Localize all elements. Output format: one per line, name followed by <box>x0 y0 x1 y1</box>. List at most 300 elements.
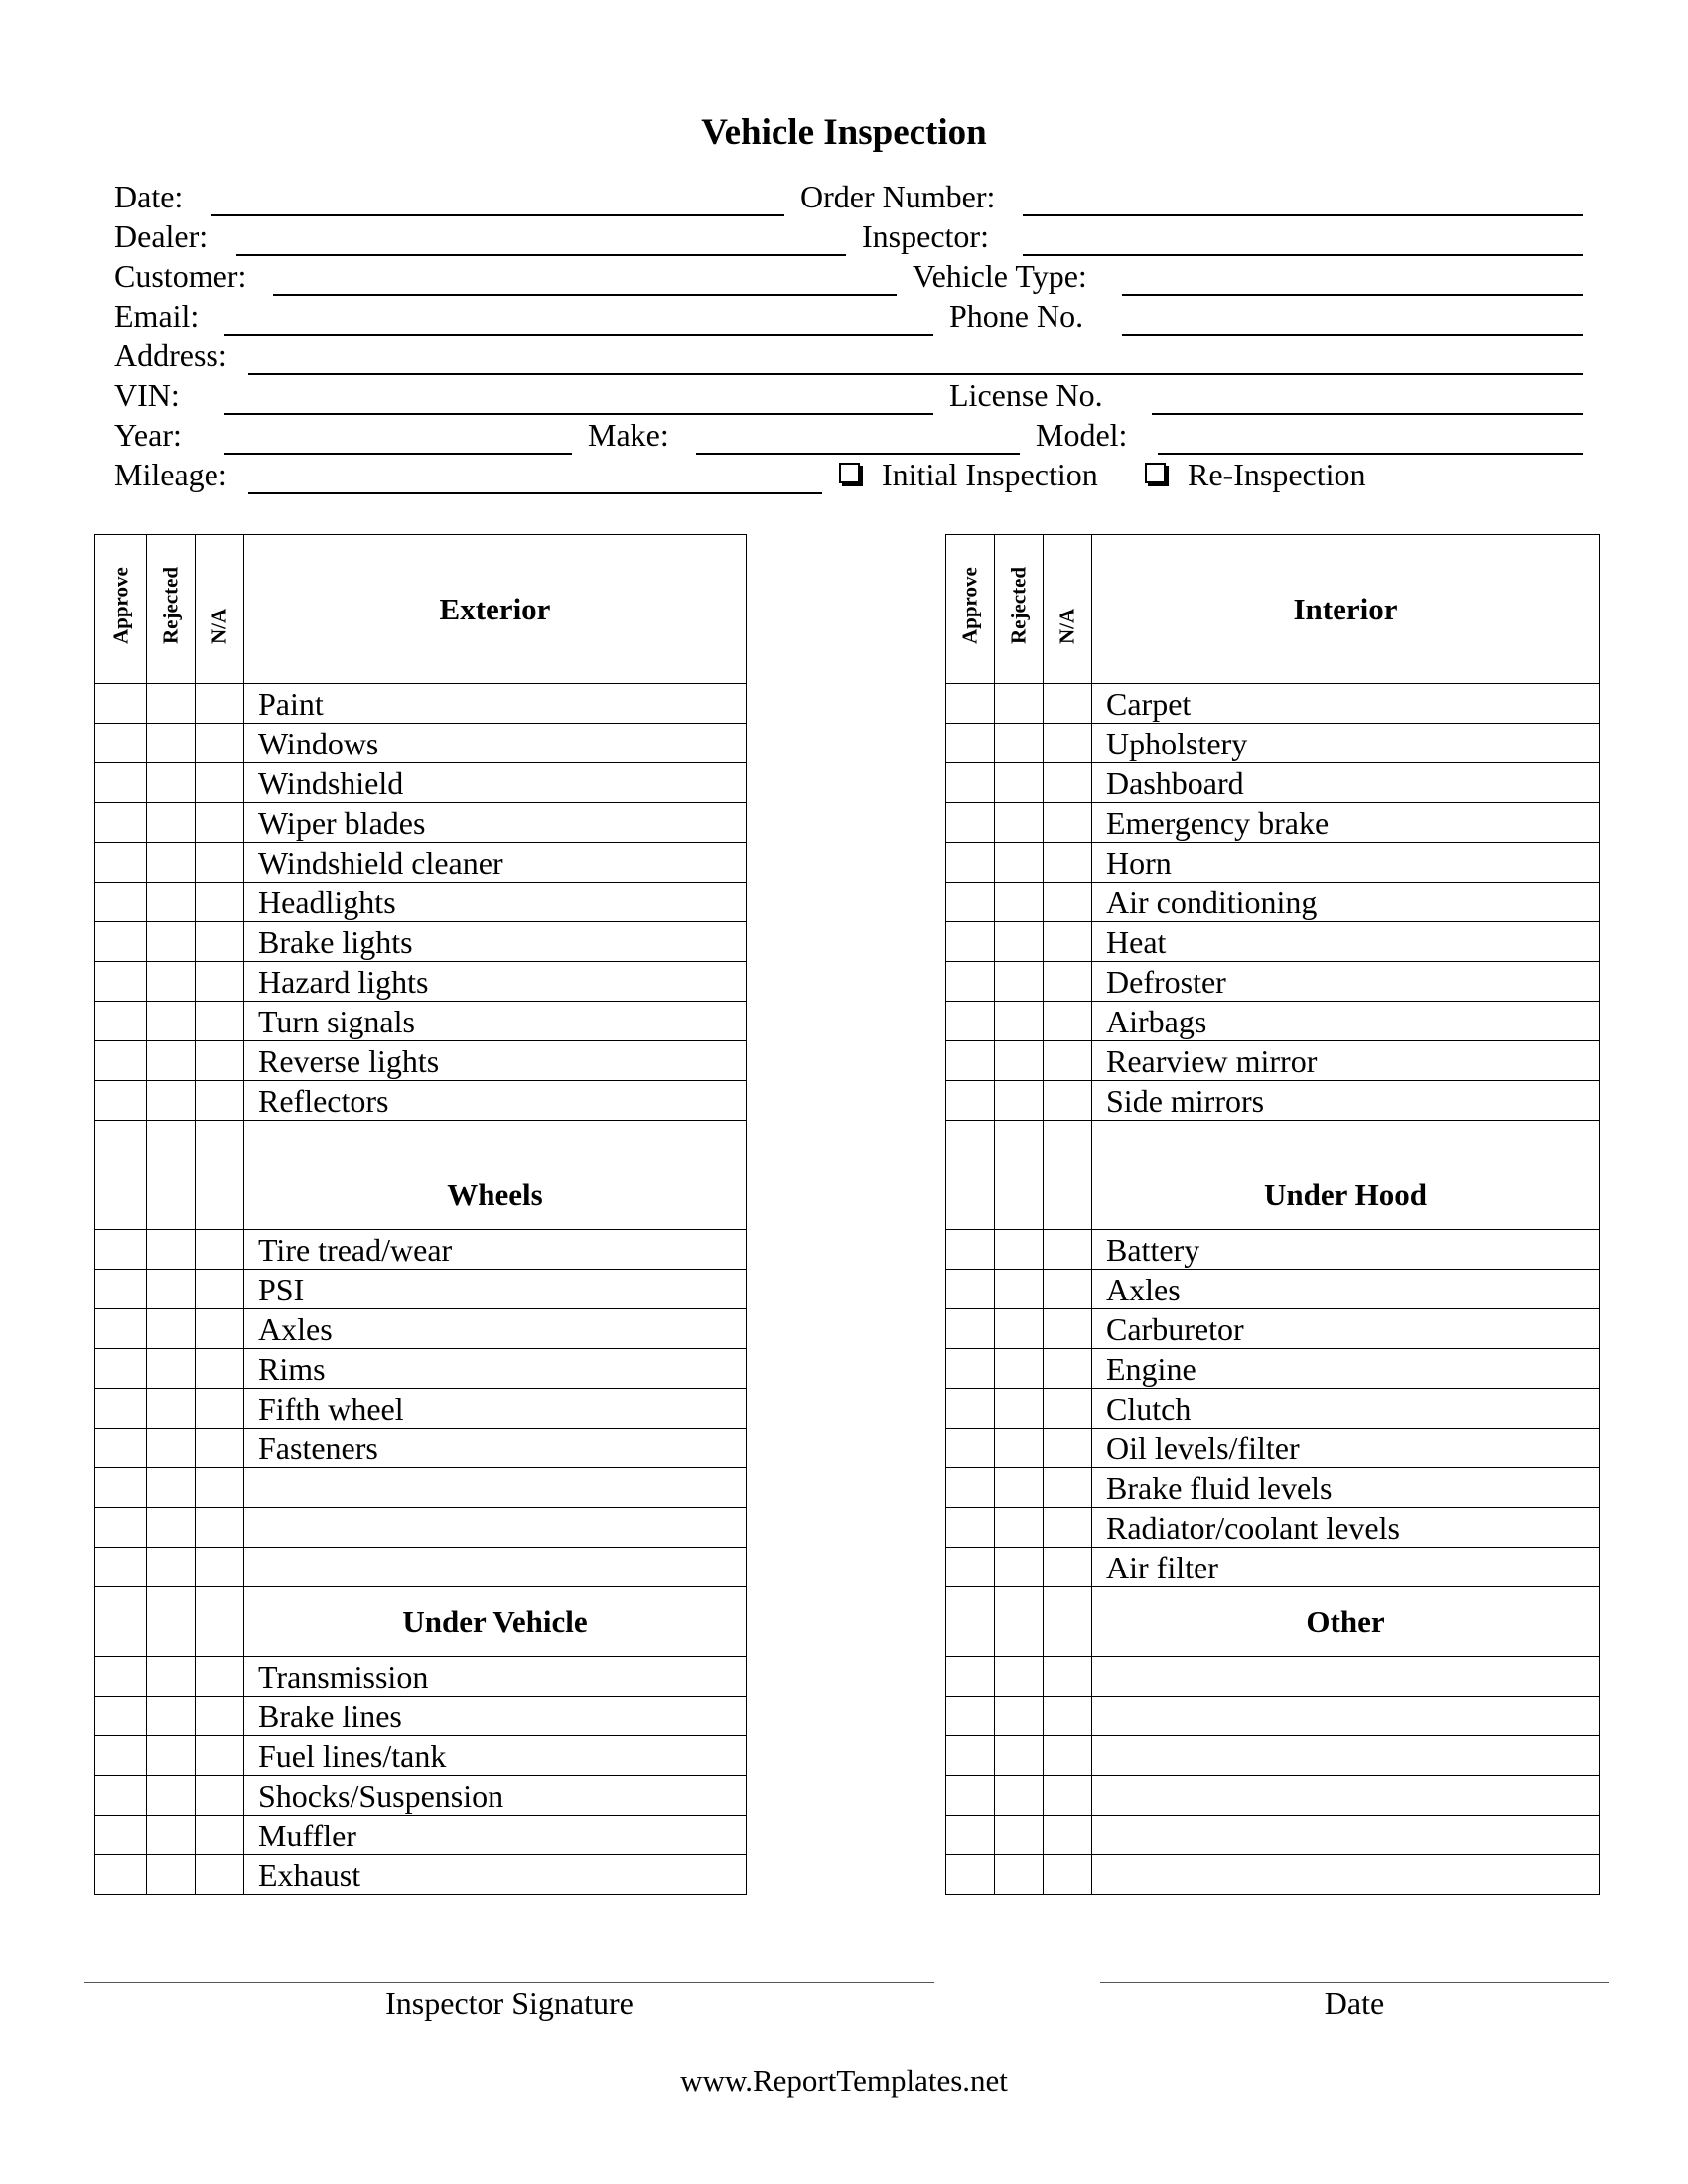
table-row <box>946 1349 1600 1389</box>
na-checkbox-cell[interactable] <box>1044 1736 1092 1776</box>
rejected-checkbox-cell[interactable] <box>995 1349 1044 1389</box>
na-checkbox-cell[interactable] <box>196 883 244 922</box>
item-label[interactable] <box>244 1121 747 1160</box>
approve-checkbox-cell[interactable] <box>946 1389 995 1429</box>
item-label: Reverse lights <box>244 1041 747 1081</box>
rejected-checkbox-cell[interactable] <box>995 1081 1044 1121</box>
approve-checkbox-cell[interactable] <box>95 1309 147 1349</box>
rejected-checkbox-cell[interactable] <box>147 803 196 843</box>
rejected-checkbox-cell[interactable] <box>995 1587 1044 1657</box>
na-checkbox-cell[interactable] <box>1044 1121 1092 1160</box>
table-row <box>946 1508 1600 1548</box>
approve-checkbox-cell[interactable] <box>946 1855 995 1895</box>
section-row <box>946 1160 1600 1230</box>
rejected-checkbox-cell[interactable] <box>995 1548 1044 1587</box>
signature-date-field[interactable] <box>1100 1982 1609 1983</box>
rejected-checkbox-cell[interactable] <box>995 803 1044 843</box>
approve-checkbox-cell[interactable] <box>95 1816 147 1855</box>
item-label: Brake fluid levels <box>1092 1468 1600 1508</box>
rejected-checkbox-cell[interactable] <box>147 1002 196 1041</box>
na-checkbox-cell[interactable] <box>196 1736 244 1776</box>
item-label: Windows <box>244 724 747 763</box>
email-label: Email: <box>114 298 200 334</box>
approve-checkbox-cell[interactable] <box>946 1468 995 1508</box>
initial-inspection-label: Initial Inspection <box>882 457 1098 492</box>
na-checkbox-cell[interactable] <box>196 843 244 883</box>
na-checkbox-cell[interactable] <box>1044 1855 1092 1895</box>
item-label[interactable] <box>1092 1855 1600 1895</box>
approve-checkbox-cell[interactable] <box>946 1508 995 1548</box>
na-checkbox-cell[interactable] <box>1044 1429 1092 1468</box>
item-label[interactable] <box>1092 1816 1600 1855</box>
rejected-checkbox-cell[interactable] <box>995 1230 1044 1270</box>
approve-checkbox-cell[interactable] <box>95 1508 147 1548</box>
item-label: Carpet <box>1092 684 1600 724</box>
rejected-checkbox-cell[interactable] <box>147 1309 196 1349</box>
table-row <box>946 803 1600 843</box>
license-field[interactable] <box>1152 413 1583 415</box>
rejected-checkbox-cell[interactable] <box>147 1389 196 1429</box>
rejected-checkbox-cell[interactable] <box>147 1041 196 1081</box>
customer-label: Customer: <box>114 258 247 294</box>
approve-checkbox-cell[interactable] <box>95 684 147 724</box>
table-row <box>95 1309 747 1349</box>
na-checkbox-cell[interactable] <box>1044 1468 1092 1508</box>
approve-checkbox-cell[interactable] <box>95 1002 147 1041</box>
approve-checkbox-cell[interactable] <box>95 1548 147 1587</box>
item-label: Emergency brake <box>1092 803 1600 843</box>
na-checkbox-cell[interactable] <box>196 724 244 763</box>
na-checkbox-cell[interactable] <box>196 1816 244 1855</box>
na-checkbox-cell[interactable] <box>1044 1081 1092 1121</box>
item-label: Defroster <box>1092 962 1600 1002</box>
table-row <box>95 1041 747 1081</box>
inspector-field[interactable] <box>1023 254 1583 256</box>
table-row <box>946 922 1600 962</box>
table-row <box>95 1389 747 1429</box>
table-row <box>946 1270 1600 1309</box>
table-row <box>95 1855 747 1895</box>
vin-field[interactable] <box>224 413 933 415</box>
table-row <box>946 724 1600 763</box>
na-checkbox-cell[interactable] <box>1044 1776 1092 1816</box>
footer-website: www.ReportTemplates.net <box>680 2063 1008 2098</box>
rejected-checkbox-cell[interactable] <box>147 1160 196 1230</box>
rejected-checkbox-cell[interactable] <box>147 1349 196 1389</box>
na-checkbox-cell[interactable] <box>196 1548 244 1587</box>
na-checkbox-cell[interactable] <box>196 1389 244 1429</box>
na-checkbox-cell[interactable] <box>1044 843 1092 883</box>
approve-checkbox-cell[interactable] <box>946 1429 995 1468</box>
item-label: PSI <box>244 1270 747 1309</box>
approve-checkbox-cell[interactable] <box>95 1855 147 1895</box>
rejected-checkbox-cell[interactable] <box>147 1736 196 1776</box>
item-label: Engine <box>1092 1349 1600 1389</box>
na-checkbox-cell[interactable] <box>1044 803 1092 843</box>
item-label: Axles <box>1092 1270 1600 1309</box>
rejected-checkbox-cell[interactable] <box>995 1816 1044 1855</box>
date-field[interactable] <box>211 214 784 216</box>
table-row <box>95 1429 747 1468</box>
item-label[interactable] <box>244 1468 747 1508</box>
signature-date-label: Date <box>1324 1985 1385 2021</box>
na-checkbox-cell[interactable] <box>1044 1160 1092 1230</box>
approve-checkbox-cell[interactable] <box>95 1389 147 1429</box>
column-header-rejected <box>995 535 1044 684</box>
rejected-checkbox-cell[interactable] <box>147 922 196 962</box>
approve-checkbox-cell[interactable] <box>946 1736 995 1776</box>
na-checkbox-cell[interactable] <box>1044 1270 1092 1309</box>
rejected-checkbox-cell[interactable] <box>995 922 1044 962</box>
na-checkbox-cell[interactable] <box>196 1121 244 1160</box>
approve-checkbox-cell[interactable] <box>946 1081 995 1121</box>
approve-checkbox-cell[interactable] <box>95 1736 147 1776</box>
rejected-checkbox-cell[interactable] <box>995 1468 1044 1508</box>
na-checkbox-cell[interactable] <box>196 1309 244 1349</box>
approve-checkbox-cell[interactable] <box>946 803 995 843</box>
table-row <box>946 1230 1600 1270</box>
table-row <box>946 1041 1600 1081</box>
na-checkbox-cell[interactable] <box>1044 1349 1092 1389</box>
table-row <box>946 1816 1600 1855</box>
approve-checkbox-cell[interactable] <box>946 922 995 962</box>
approve-checkbox-cell[interactable] <box>946 684 995 724</box>
approve-checkbox-cell[interactable] <box>946 1816 995 1855</box>
na-checkbox-cell[interactable] <box>196 1041 244 1081</box>
initial-inspection-checkbox[interactable] <box>839 463 860 483</box>
approve-checkbox-cell[interactable] <box>946 724 995 763</box>
year-field[interactable] <box>224 453 572 455</box>
table-row <box>946 1736 1600 1776</box>
table-row <box>95 684 747 724</box>
item-label[interactable] <box>244 1548 747 1587</box>
rejected-checkbox-cell[interactable] <box>995 1389 1044 1429</box>
approve-checkbox-cell[interactable] <box>946 763 995 803</box>
item-label: Brake lines <box>244 1697 747 1736</box>
table-row <box>95 803 747 843</box>
table-row <box>946 1468 1600 1508</box>
approve-checkbox-cell[interactable] <box>95 843 147 883</box>
approve-checkbox-cell[interactable] <box>946 1349 995 1389</box>
inspector-signature-label: Inspector Signature <box>385 1985 633 2021</box>
item-label: Fuel lines/tank <box>244 1736 747 1776</box>
mileage-field[interactable] <box>248 492 822 494</box>
approve-checkbox-cell[interactable] <box>95 1230 147 1270</box>
approve-checkbox-cell[interactable] <box>946 843 995 883</box>
table-row <box>946 1121 1600 1160</box>
item-label: Axles <box>244 1309 747 1349</box>
item-label: Heat <box>1092 922 1600 962</box>
item-label: Carburetor <box>1092 1309 1600 1349</box>
column-header-na-label: N/A <box>1055 608 1079 644</box>
rejected-checkbox-cell[interactable] <box>147 1081 196 1121</box>
column-header-rejected-label: Rejected <box>1006 566 1031 644</box>
approve-checkbox-cell[interactable] <box>95 1041 147 1081</box>
inspector-signature-field[interactable] <box>84 1982 934 1983</box>
na-checkbox-cell[interactable] <box>1044 1657 1092 1697</box>
item-label: Dashboard <box>1092 763 1600 803</box>
approve-checkbox-cell[interactable] <box>95 1081 147 1121</box>
item-label: Paint <box>244 684 747 724</box>
rejected-checkbox-cell[interactable] <box>147 1508 196 1548</box>
approve-checkbox-cell[interactable] <box>95 883 147 922</box>
rejected-checkbox-cell[interactable] <box>995 1270 1044 1309</box>
section-title: Exterior <box>244 535 747 684</box>
item-label[interactable] <box>1092 1736 1600 1776</box>
reinspection-option[interactable] <box>1145 455 1366 494</box>
na-checkbox-cell[interactable] <box>196 1855 244 1895</box>
item-label: Exhaust <box>244 1855 747 1895</box>
na-checkbox-cell[interactable] <box>196 1508 244 1548</box>
table-row <box>95 962 747 1002</box>
item-label: Headlights <box>244 883 747 922</box>
na-checkbox-cell[interactable] <box>1044 724 1092 763</box>
na-checkbox-cell[interactable] <box>196 1697 244 1736</box>
rejected-checkbox-cell[interactable] <box>147 843 196 883</box>
item-label: Side mirrors <box>1092 1081 1600 1121</box>
rejected-checkbox-cell[interactable] <box>995 1002 1044 1041</box>
approve-checkbox-cell[interactable] <box>946 1041 995 1081</box>
na-checkbox-cell[interactable] <box>196 1160 244 1230</box>
rejected-checkbox-cell[interactable] <box>995 1697 1044 1736</box>
na-checkbox-cell[interactable] <box>196 1349 244 1389</box>
item-label: Muffler <box>244 1816 747 1855</box>
item-label: Clutch <box>1092 1389 1600 1429</box>
rejected-checkbox-cell[interactable] <box>147 763 196 803</box>
approve-checkbox-cell[interactable] <box>95 922 147 962</box>
table-row <box>95 1270 747 1309</box>
approve-checkbox-cell[interactable] <box>95 1587 147 1657</box>
section-title: Under Vehicle <box>244 1587 747 1657</box>
approve-checkbox-cell[interactable] <box>946 1587 995 1657</box>
rejected-checkbox-cell[interactable] <box>995 1121 1044 1160</box>
table-row <box>95 1230 747 1270</box>
na-checkbox-cell[interactable] <box>1044 1816 1092 1855</box>
rejected-checkbox-cell[interactable] <box>147 1697 196 1736</box>
approve-checkbox-cell[interactable] <box>95 1657 147 1697</box>
na-checkbox-cell[interactable] <box>196 1657 244 1697</box>
approve-checkbox-cell[interactable] <box>946 883 995 922</box>
item-label[interactable] <box>1092 1121 1600 1160</box>
rejected-checkbox-cell[interactable] <box>147 1587 196 1657</box>
table-row <box>95 724 747 763</box>
rejected-checkbox-cell[interactable] <box>147 1855 196 1895</box>
na-checkbox-cell[interactable] <box>196 1587 244 1657</box>
na-checkbox-cell[interactable] <box>1044 1230 1092 1270</box>
approve-checkbox-cell[interactable] <box>95 724 147 763</box>
rejected-checkbox-cell[interactable] <box>995 1855 1044 1895</box>
approve-checkbox-cell[interactable] <box>946 962 995 1002</box>
make-label: Make: <box>588 417 669 453</box>
approve-checkbox-cell[interactable] <box>95 763 147 803</box>
na-checkbox-cell[interactable] <box>196 1776 244 1816</box>
na-checkbox-cell[interactable] <box>1044 1002 1092 1041</box>
na-checkbox-cell[interactable] <box>196 803 244 843</box>
rejected-checkbox-cell[interactable] <box>995 962 1044 1002</box>
na-checkbox-cell[interactable] <box>196 684 244 724</box>
rejected-checkbox-cell[interactable] <box>147 962 196 1002</box>
na-checkbox-cell[interactable] <box>1044 1309 1092 1349</box>
na-checkbox-cell[interactable] <box>196 922 244 962</box>
dealer-field[interactable] <box>236 254 846 256</box>
na-checkbox-cell[interactable] <box>196 1081 244 1121</box>
na-checkbox-cell[interactable] <box>1044 1041 1092 1081</box>
rejected-checkbox-cell[interactable] <box>995 1160 1044 1230</box>
table-row <box>946 1309 1600 1349</box>
column-header-approve-label: Approve <box>957 567 982 644</box>
address-field[interactable] <box>248 373 1583 375</box>
rejected-checkbox-cell[interactable] <box>147 1121 196 1160</box>
rejected-checkbox-cell[interactable] <box>995 883 1044 922</box>
approve-checkbox-cell[interactable] <box>95 1160 147 1230</box>
rejected-checkbox-cell[interactable] <box>995 1776 1044 1816</box>
approve-checkbox-cell[interactable] <box>95 1776 147 1816</box>
rejected-checkbox-cell[interactable] <box>995 763 1044 803</box>
rejected-checkbox-cell[interactable] <box>147 1230 196 1270</box>
section-title: Wheels <box>244 1160 747 1230</box>
vehicle-type-label: Vehicle Type: <box>913 258 1087 294</box>
item-label[interactable] <box>1092 1697 1600 1736</box>
email-field[interactable] <box>224 334 933 336</box>
na-checkbox-cell[interactable] <box>196 1468 244 1508</box>
section-row <box>95 1587 747 1657</box>
rejected-checkbox-cell[interactable] <box>995 1429 1044 1468</box>
order-number-label: Order Number: <box>800 179 996 214</box>
item-label: Rims <box>244 1349 747 1389</box>
approve-checkbox-cell[interactable] <box>946 1121 995 1160</box>
approve-checkbox-cell[interactable] <box>95 1349 147 1389</box>
na-checkbox-cell[interactable] <box>1044 1548 1092 1587</box>
item-label: Radiator/coolant levels <box>1092 1508 1600 1548</box>
approve-checkbox-cell[interactable] <box>95 1468 147 1508</box>
na-checkbox-cell[interactable] <box>1044 922 1092 962</box>
table-row <box>95 1121 747 1160</box>
section-title: Interior <box>1092 535 1600 684</box>
item-label: Brake lights <box>244 922 747 962</box>
approve-checkbox-cell[interactable] <box>946 1776 995 1816</box>
rejected-checkbox-cell[interactable] <box>147 1548 196 1587</box>
vin-label: VIN: <box>114 377 180 413</box>
table-row <box>95 1816 747 1855</box>
approve-checkbox-cell[interactable] <box>946 1160 995 1230</box>
item-label[interactable] <box>1092 1776 1600 1816</box>
column-header-na <box>1044 535 1092 684</box>
approve-checkbox-cell[interactable] <box>95 1697 147 1736</box>
table-row <box>946 1081 1600 1121</box>
table-row <box>95 1349 747 1389</box>
left-checklist-table <box>94 534 747 1895</box>
license-label: License No. <box>949 377 1103 413</box>
rejected-checkbox-cell[interactable] <box>995 724 1044 763</box>
na-checkbox-cell[interactable] <box>1044 962 1092 1002</box>
approve-checkbox-cell[interactable] <box>95 1270 147 1309</box>
rejected-checkbox-cell[interactable] <box>147 1468 196 1508</box>
na-checkbox-cell[interactable] <box>1044 763 1092 803</box>
approve-checkbox-cell[interactable] <box>946 1002 995 1041</box>
item-label: Hazard lights <box>244 962 747 1002</box>
na-checkbox-cell[interactable] <box>1044 1389 1092 1429</box>
item-label: Air conditioning <box>1092 883 1600 922</box>
approve-checkbox-cell[interactable] <box>946 1697 995 1736</box>
rejected-checkbox-cell[interactable] <box>147 1270 196 1309</box>
table-row <box>95 1468 747 1508</box>
na-checkbox-cell[interactable] <box>196 763 244 803</box>
table-row <box>95 922 747 962</box>
na-checkbox-cell[interactable] <box>1044 1697 1092 1736</box>
rejected-checkbox-cell[interactable] <box>147 684 196 724</box>
item-label: Oil levels/filter <box>1092 1429 1600 1468</box>
approve-checkbox-cell[interactable] <box>95 1429 147 1468</box>
table-row <box>95 1776 747 1816</box>
rejected-checkbox-cell[interactable] <box>147 1657 196 1697</box>
na-checkbox-cell[interactable] <box>1044 883 1092 922</box>
column-header-approve <box>95 535 147 684</box>
rejected-checkbox-cell[interactable] <box>147 1429 196 1468</box>
rejected-checkbox-cell[interactable] <box>995 1657 1044 1697</box>
rejected-checkbox-cell[interactable] <box>995 1309 1044 1349</box>
item-label: Tire tread/wear <box>244 1230 747 1270</box>
table-row <box>95 763 747 803</box>
rejected-checkbox-cell[interactable] <box>995 843 1044 883</box>
approve-checkbox-cell[interactable] <box>946 1657 995 1697</box>
customer-field[interactable] <box>273 294 897 296</box>
na-checkbox-cell[interactable] <box>196 1270 244 1309</box>
vehicle-type-field[interactable] <box>1122 294 1583 296</box>
rejected-checkbox-cell[interactable] <box>147 724 196 763</box>
na-checkbox-cell[interactable] <box>196 1230 244 1270</box>
na-checkbox-cell[interactable] <box>1044 1587 1092 1657</box>
approve-checkbox-cell[interactable] <box>946 1230 995 1270</box>
item-label[interactable] <box>244 1508 747 1548</box>
right-checklist-table <box>945 534 1600 1895</box>
na-checkbox-cell[interactable] <box>196 1429 244 1468</box>
approve-checkbox-cell[interactable] <box>946 1548 995 1587</box>
item-label: Wiper blades <box>244 803 747 843</box>
reinspection-checkbox[interactable] <box>1145 463 1166 483</box>
na-checkbox-cell[interactable] <box>1044 684 1092 724</box>
rejected-checkbox-cell[interactable] <box>147 1816 196 1855</box>
table-row <box>946 1002 1600 1041</box>
approve-checkbox-cell[interactable] <box>95 1121 147 1160</box>
dealer-label: Dealer: <box>114 218 209 254</box>
table-row <box>95 1508 747 1548</box>
table-row <box>95 1736 747 1776</box>
approve-checkbox-cell[interactable] <box>946 1270 995 1309</box>
table-row <box>946 684 1600 724</box>
approve-checkbox-cell[interactable] <box>946 1309 995 1349</box>
na-checkbox-cell[interactable] <box>196 1002 244 1041</box>
na-checkbox-cell[interactable] <box>1044 1508 1092 1548</box>
item-label: Battery <box>1092 1230 1600 1270</box>
approve-checkbox-cell[interactable] <box>95 803 147 843</box>
page-title: Vehicle Inspection <box>701 112 987 153</box>
rejected-checkbox-cell[interactable] <box>995 1736 1044 1776</box>
order-number-field[interactable] <box>1023 214 1583 216</box>
na-checkbox-cell[interactable] <box>196 962 244 1002</box>
item-label[interactable] <box>1092 1657 1600 1697</box>
table-row <box>95 1657 747 1697</box>
item-label: Reflectors <box>244 1081 747 1121</box>
rejected-checkbox-cell[interactable] <box>147 883 196 922</box>
rejected-checkbox-cell[interactable] <box>995 1508 1044 1548</box>
rejected-checkbox-cell[interactable] <box>995 1041 1044 1081</box>
phone-field[interactable] <box>1122 334 1583 336</box>
rejected-checkbox-cell[interactable] <box>995 684 1044 724</box>
item-label: Fasteners <box>244 1429 747 1468</box>
approve-checkbox-cell[interactable] <box>95 962 147 1002</box>
rejected-checkbox-cell[interactable] <box>147 1776 196 1816</box>
initial-inspection-option[interactable] <box>839 455 1098 494</box>
